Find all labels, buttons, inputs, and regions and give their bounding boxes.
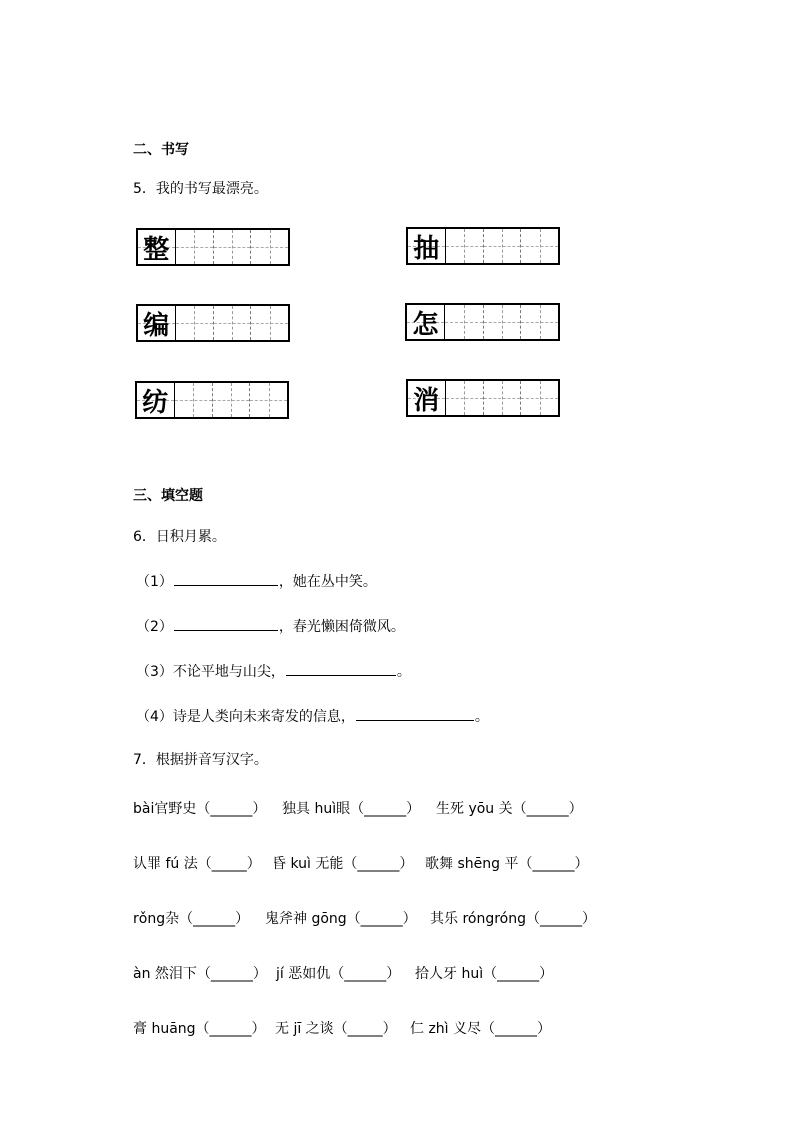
item-number: （1） — [136, 574, 173, 590]
model-char-cell — [408, 229, 446, 263]
pinyin-item[interactable]: 仁 zhì 义尽（______） — [410, 1021, 552, 1037]
practice-cell[interactable] — [445, 305, 483, 339]
pinyin-item[interactable]: 歌舞 shēng 平（______） — [425, 856, 589, 872]
section-heading-writing: 二、书写 — [133, 142, 189, 158]
writing-grid[interactable] — [405, 303, 560, 341]
model-char-cell — [137, 383, 175, 417]
question-5-prompt: 5．我的书写最漂亮。 — [133, 181, 268, 197]
answer-blank[interactable] — [174, 615, 278, 631]
pinyin-item[interactable]: 无 jī 之谈（_____） — [275, 1021, 397, 1037]
pinyin-item[interactable]: 生死 yōu 关（______） — [436, 801, 583, 817]
practice-cell[interactable] — [213, 230, 251, 264]
model-char-cell — [138, 306, 176, 340]
practice-cell[interactable] — [175, 383, 212, 417]
practice-cell[interactable] — [520, 381, 558, 415]
practice-cell[interactable] — [446, 381, 483, 415]
model-char: 消 — [413, 385, 440, 416]
item-text-before: 诗是人类向未来寄发的信息， — [172, 709, 355, 725]
question-7-prompt: 7．根据拼音写汉字。 — [133, 752, 268, 768]
fill-blank-item — [136, 615, 405, 636]
practice-cell[interactable] — [250, 230, 288, 264]
pinyin-item[interactable]: 其乐 róngróng（______） — [430, 911, 596, 927]
practice-cell[interactable] — [176, 306, 213, 340]
writing-grid[interactable] — [406, 379, 560, 417]
model-char: 编 — [143, 310, 170, 341]
writing-grid[interactable] — [406, 227, 560, 265]
pinyin-item[interactable]: 认罪 fú 法（_____） — [133, 856, 261, 872]
model-char-cell — [138, 230, 176, 264]
question-6-prompt: 6．日积月累。 — [133, 529, 226, 545]
writing-grid[interactable] — [135, 381, 289, 419]
practice-cell[interactable] — [446, 229, 483, 263]
item-text-after: 。 — [474, 709, 489, 725]
item-text-before: 不论平地与山尖， — [172, 664, 285, 680]
pinyin-item[interactable]: jí 恶如仇（______） — [276, 966, 401, 982]
practice-cell[interactable] — [520, 305, 558, 339]
pinyin-item[interactable]: 独具 huì眼（______） — [282, 801, 421, 817]
practice-cell[interactable] — [213, 306, 251, 340]
item-text-after: ，春光懒困倚微风。 — [278, 619, 405, 635]
practice-cell[interactable] — [483, 381, 521, 415]
pinyin-item[interactable]: 拾人牙 huì（______） — [415, 966, 554, 982]
pinyin-item[interactable]: àn 然泪下（______） — [133, 966, 267, 982]
model-char-cell — [408, 381, 446, 415]
pinyin-item[interactable]: bài官野史（______） — [133, 801, 267, 817]
item-number: （2） — [136, 619, 173, 635]
pinyin-item[interactable]: 膏 huāng（______） — [133, 1021, 266, 1037]
pinyin-item[interactable]: rǒng杂（______） — [133, 911, 250, 927]
item-text-after: 。 — [396, 664, 411, 680]
model-char: 整 — [143, 234, 170, 265]
item-number: （4） — [136, 709, 173, 725]
model-char: 抽 — [413, 233, 440, 264]
model-char: 怎 — [412, 309, 439, 340]
section-heading-fill-blank: 三、填空题 — [133, 488, 203, 504]
practice-cell[interactable] — [212, 383, 250, 417]
writing-grid[interactable] — [136, 228, 290, 266]
model-char: 纺 — [142, 387, 169, 418]
answer-blank[interactable] — [286, 660, 396, 676]
item-number: （3） — [136, 664, 173, 680]
answer-blank[interactable] — [356, 705, 474, 721]
pinyin-item[interactable]: 鬼斧神 gōng（______） — [265, 911, 417, 927]
model-char-cell — [407, 305, 445, 339]
practice-cell[interactable] — [176, 230, 213, 264]
answer-blank[interactable] — [174, 570, 278, 586]
pinyin-item[interactable]: 昏 kuì 无能（______） — [272, 856, 414, 872]
practice-cell[interactable] — [483, 305, 521, 339]
writing-grid[interactable] — [136, 304, 290, 342]
fill-blank-item — [136, 705, 489, 726]
item-text-after: ，她在丛中笑。 — [278, 574, 377, 590]
fill-blank-item — [136, 570, 377, 591]
practice-cell[interactable] — [520, 229, 558, 263]
practice-cell[interactable] — [249, 383, 287, 417]
fill-blank-item — [136, 660, 411, 681]
practice-cell[interactable] — [483, 229, 521, 263]
practice-cell[interactable] — [250, 306, 288, 340]
